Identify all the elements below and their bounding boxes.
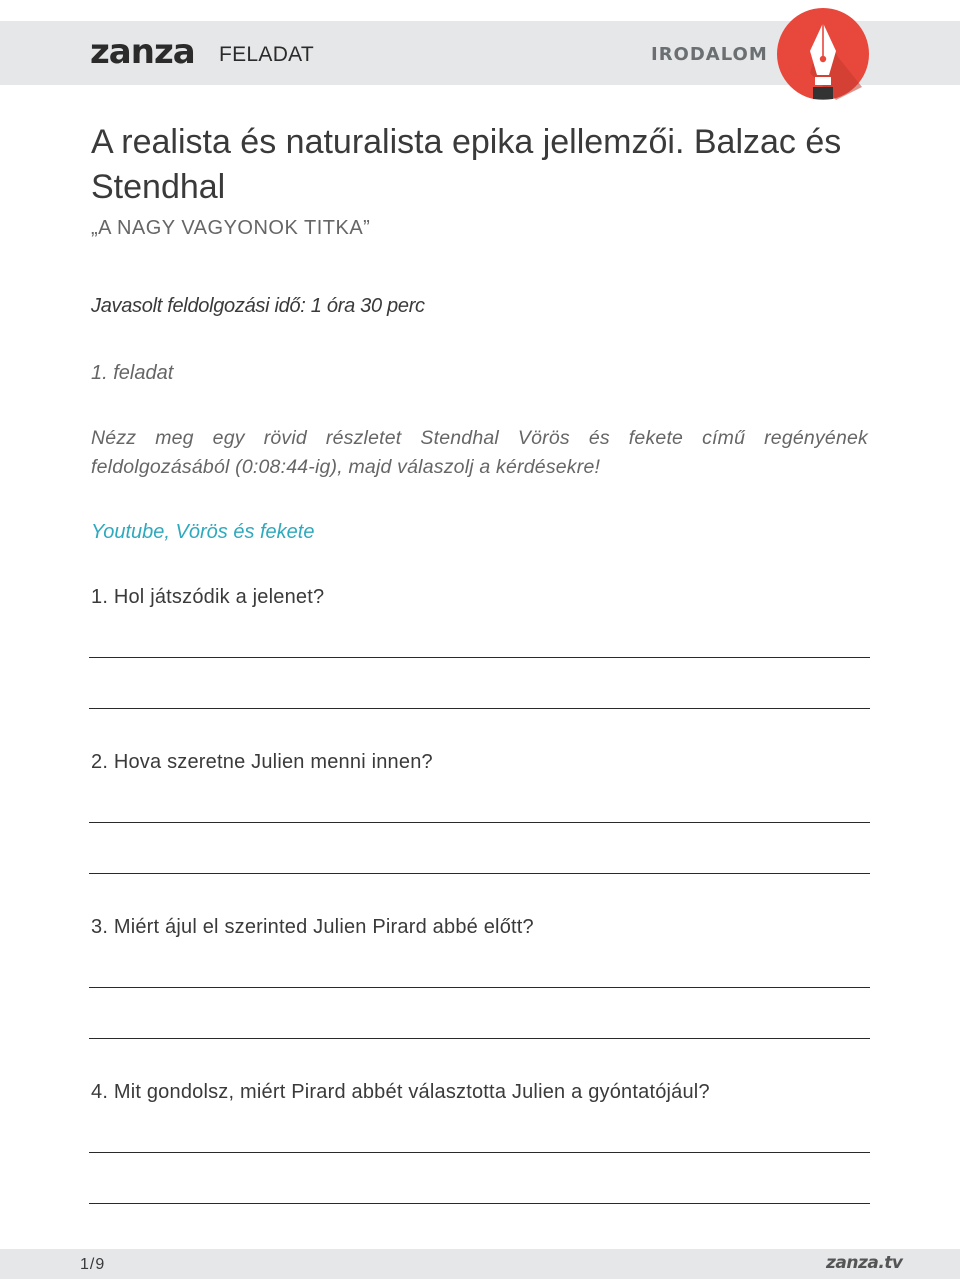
answer-line[interactable]: [89, 822, 870, 823]
suggested-time: Javasolt feldolgozási idő: 1 óra 30 perc: [91, 295, 425, 317]
answer-line[interactable]: [89, 987, 870, 988]
answer-line[interactable]: [89, 1038, 870, 1039]
task-label: 1. feladat: [91, 362, 174, 384]
question-1: 1. Hol játszódik a jelenet?: [91, 586, 325, 608]
footer-brand-logo: zanza.tv: [826, 1253, 903, 1273]
answer-line[interactable]: [89, 708, 870, 709]
answer-line[interactable]: [89, 1203, 870, 1204]
brand-logo: zanza: [90, 32, 195, 72]
footer-bar: [0, 1249, 960, 1279]
question-2: 2. Hova szeretne Julien menni innen?: [91, 751, 433, 773]
answer-line[interactable]: [89, 873, 870, 874]
fountain-pen-nib-icon: [776, 7, 870, 101]
answer-line[interactable]: [89, 657, 870, 658]
document-subtitle: „A NAGY VAGYONOK TITKA”: [91, 217, 371, 239]
page-number: 1/9: [80, 1256, 106, 1273]
answer-line[interactable]: [89, 1152, 870, 1153]
question-4: 4. Mit gondolsz, miért Pirard abbét választotta Julien a gyóntatójául?: [91, 1081, 710, 1103]
question-3: 3. Miért ájul el szerinted Julien Pirard abbé előtt?: [91, 916, 534, 938]
brand-subtitle: FELADAT: [219, 43, 315, 66]
task-instructions: Nézz meg egy rövid részletet Stendhal Vörös és fekete című regényének feldolgozásából (0:08:44-ig), majd válaszolj a kérdésekre!: [91, 427, 868, 478]
document-title: A realista és naturalista epika jellemzői. Balzac és Stendhal: [91, 123, 842, 206]
youtube-link[interactable]: Youtube, Vörös és fekete: [91, 521, 315, 543]
subject-label: IRODALOM: [651, 44, 768, 65]
